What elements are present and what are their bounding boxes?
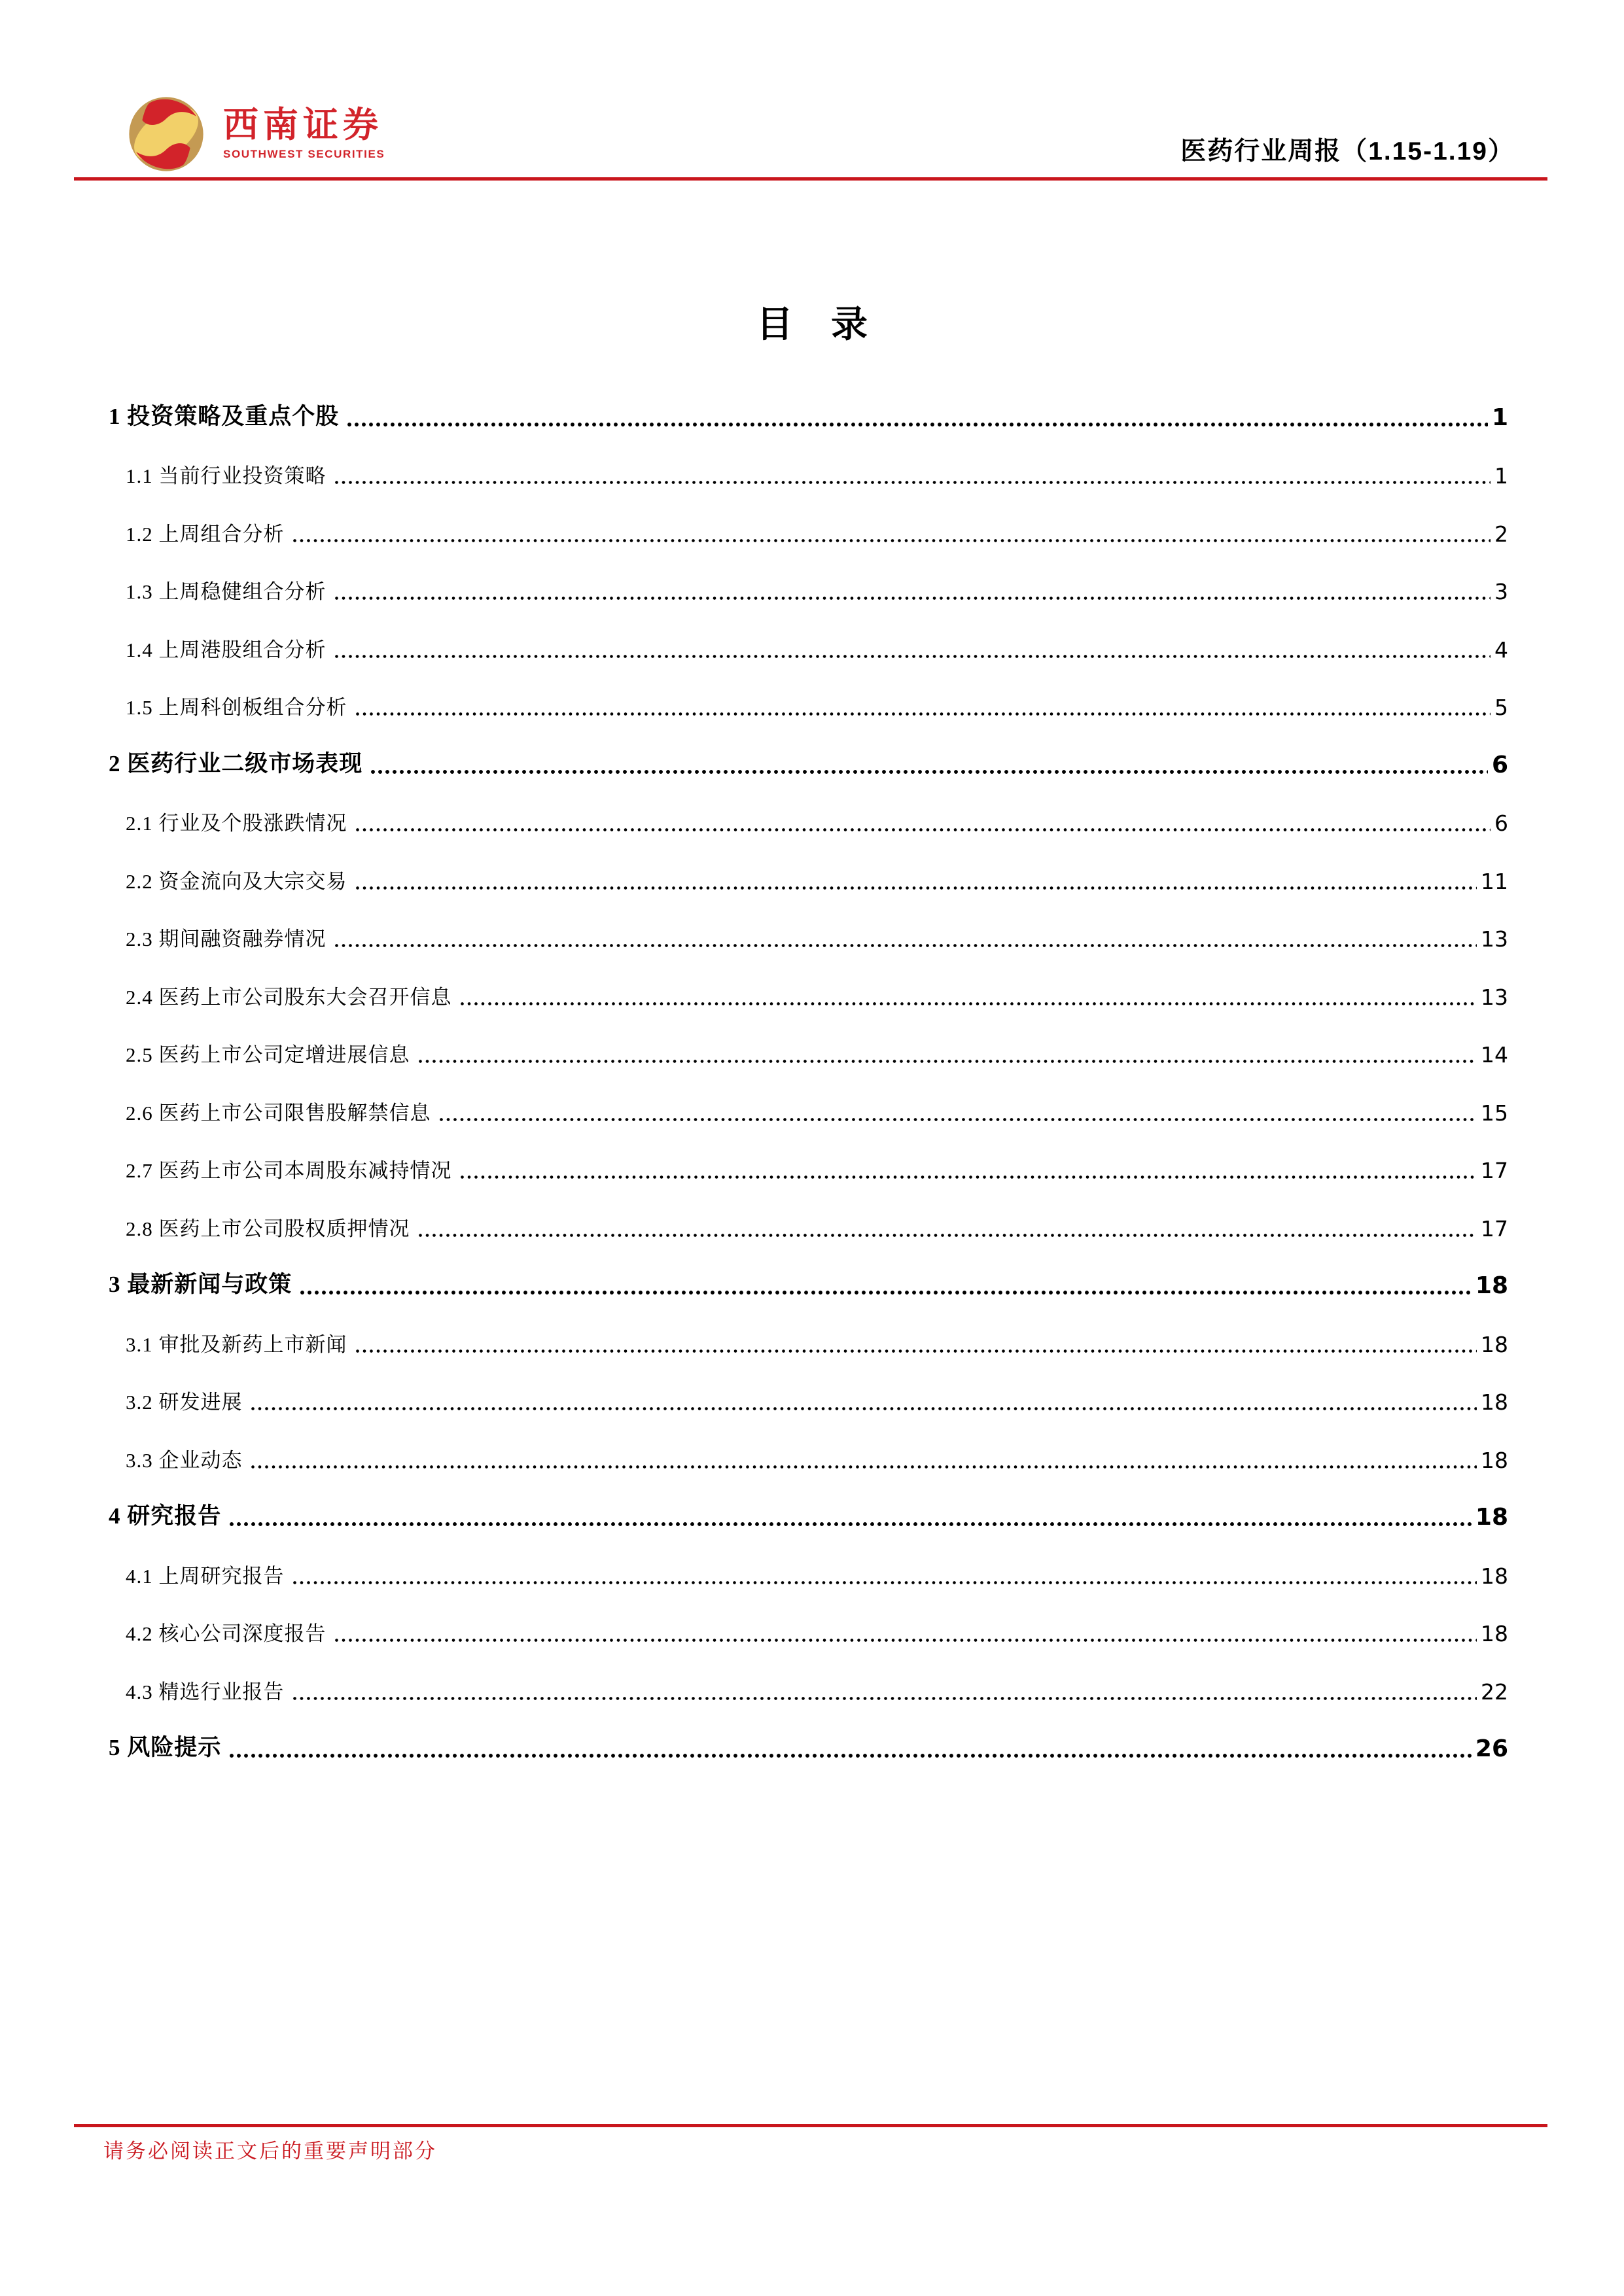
toc-entry-page: 17 (1481, 1158, 1508, 1183)
toc-entry[interactable] (74, 894, 1508, 952)
toc-leader-dots (460, 1175, 1477, 1179)
toc-leader-dots (292, 1580, 1477, 1585)
brand-name-en: SOUTHWEST SECURITIES (223, 148, 385, 160)
toc-entry[interactable] (74, 1068, 1508, 1126)
toc-entry-label: 1.2 上周组合分析 (126, 522, 285, 546)
toc-entry-page: 18 (1475, 1504, 1508, 1531)
toc-leader-dots (370, 769, 1488, 774)
toc-leader-dots (300, 1290, 1472, 1295)
footer-disclaimer: 请务必阅读正文后的重要声明部分 (103, 2140, 437, 2163)
toc-heading: 目 录 (756, 305, 868, 345)
toc-entry[interactable] (74, 1531, 1508, 1589)
toc-entry-label: 4.2 核心公司深度报告 (126, 1622, 327, 1645)
southwest-securities-logo-icon (128, 96, 205, 173)
toc-entry[interactable] (74, 1646, 1508, 1705)
toc-entry-label: 1 投资策略及重点个股 (109, 403, 340, 429)
report-title: 医药行业周报（1.15-1.19） (1180, 137, 1515, 165)
toc-entry-page: 18 (1481, 1563, 1508, 1589)
toc-leader-dots (355, 886, 1477, 890)
toc-entry-page: 26 (1475, 1735, 1508, 1762)
toc-entry-label: 3 最新新闻与政策 (109, 1272, 292, 1297)
toc-entry[interactable] (74, 1242, 1508, 1300)
toc-entry-page: 18 (1481, 1621, 1508, 1646)
header-divider-line (74, 177, 1547, 181)
toc-leader-dots (229, 1753, 1472, 1758)
toc-entry[interactable] (74, 373, 1508, 431)
toc-entry-page: 18 (1481, 1447, 1508, 1473)
toc-entry-page: 22 (1481, 1679, 1508, 1705)
toc-entry-label: 1.3 上周稳健组合分析 (126, 580, 327, 603)
toc-entry[interactable] (74, 1357, 1508, 1416)
brand-name-cn: 西南证券 (223, 105, 383, 145)
toc-entry-page: 4 (1494, 636, 1508, 663)
toc-entry-label: 3.3 企业动态 (126, 1448, 243, 1472)
toc-entry[interactable] (74, 1705, 1508, 1763)
toc-entry[interactable] (74, 720, 1508, 778)
toc-leader-dots (355, 827, 1491, 832)
toc-leader-dots (418, 1233, 1477, 1238)
toc-leader-dots (418, 1059, 1477, 1064)
toc-entry[interactable] (74, 489, 1508, 547)
toc-leader-dots (347, 422, 1488, 427)
toc-entry[interactable] (74, 1126, 1508, 1184)
toc-entry-page: 14 (1481, 1042, 1508, 1068)
toc-entry-label: 1.1 当前行业投资策略 (126, 464, 327, 487)
toc-entry[interactable] (74, 778, 1508, 837)
toc-leader-dots (334, 1638, 1477, 1643)
toc-entry-label: 2.4 医药上市公司股东大会召开信息 (126, 985, 452, 1009)
toc-entry-label: 4 研究报告 (109, 1503, 222, 1529)
toc-entry[interactable] (74, 1589, 1508, 1647)
toc-entry-page: 6 (1494, 810, 1508, 836)
toc-entry-page: 18 (1475, 1272, 1508, 1299)
toc-leader-dots (334, 654, 1491, 659)
toc-entry-page: 13 (1481, 926, 1508, 952)
toc-entry-page: 11 (1481, 868, 1508, 894)
toc-entry-label: 2.7 医药上市公司本周股东减持情况 (126, 1159, 452, 1182)
company-logo (128, 96, 385, 173)
toc-entry[interactable] (74, 836, 1508, 894)
toc-leader-dots (334, 480, 1491, 485)
toc-entry-label: 4.1 上周研究报告 (126, 1564, 285, 1588)
toc-entry[interactable] (74, 1415, 1508, 1473)
toc-entry-label: 1.4 上周港股组合分析 (126, 638, 327, 661)
toc-leader-dots (251, 1465, 1477, 1469)
toc-entry-label: 2.6 医药上市公司限售股解禁信息 (126, 1101, 431, 1124)
footer-divider-line (74, 2124, 1547, 2127)
toc-entry[interactable] (74, 1473, 1508, 1531)
toc-entry-label: 2.2 资金流向及大宗交易 (126, 869, 347, 893)
toc-entry[interactable] (74, 1010, 1508, 1068)
toc-entry-label: 2.8 医药上市公司股权质押情况 (126, 1217, 410, 1240)
toc-entry-label: 2.3 期间融资融券情况 (126, 928, 327, 950)
toc-leader-dots (439, 1117, 1477, 1122)
toc-entry-label: 3.2 研发进展 (126, 1391, 243, 1414)
toc-entry[interactable] (74, 663, 1508, 721)
toc-entry-page: 3 (1494, 579, 1508, 604)
toc-leader-dots (355, 712, 1491, 716)
toc-entry-label: 2 医药行业二级市场表现 (109, 750, 363, 776)
toc-entry-page: 13 (1481, 984, 1508, 1010)
toc-leader-dots (292, 538, 1491, 543)
toc-list (74, 373, 1508, 1762)
toc-leader-dots (334, 596, 1491, 600)
toc-leader-dots (355, 1349, 1477, 1353)
toc-entry-page: 18 (1481, 1389, 1508, 1415)
toc-entry-page: 15 (1481, 1100, 1508, 1126)
toc-entry-page: 6 (1491, 751, 1508, 778)
toc-leader-dots (251, 1406, 1477, 1411)
toc-entry-label: 4.3 精选行业报告 (126, 1680, 285, 1703)
toc-entry-label: 5 风险提示 (109, 1735, 222, 1760)
toc-entry[interactable] (74, 1183, 1508, 1242)
toc-entry[interactable] (74, 1299, 1508, 1357)
toc-entry[interactable] (74, 604, 1508, 663)
toc-entry-page: 1 (1494, 463, 1508, 489)
toc-leader-dots (292, 1696, 1477, 1701)
toc-entry[interactable] (74, 952, 1508, 1010)
toc-entry-label: 2.1 行业及个股涨跌情况 (126, 812, 347, 835)
toc-entry[interactable] (74, 431, 1508, 489)
toc-entry-label: 2.5 医药上市公司定增进展信息 (126, 1043, 410, 1066)
toc-entry-page: 2 (1494, 521, 1508, 547)
toc-entry-page: 17 (1481, 1215, 1508, 1242)
toc-entry-page: 5 (1494, 695, 1508, 720)
toc-entry-label: 3.1 审批及新药上市新闻 (126, 1332, 347, 1356)
toc-entry[interactable] (74, 547, 1508, 605)
toc-leader-dots (229, 1522, 1472, 1527)
toc-leader-dots (460, 1001, 1477, 1006)
toc-leader-dots (334, 943, 1477, 948)
toc-entry-page: 1 (1491, 404, 1508, 431)
toc-entry-page: 18 (1481, 1331, 1508, 1357)
toc-entry-label: 1.5 上周科创板组合分析 (126, 696, 347, 719)
